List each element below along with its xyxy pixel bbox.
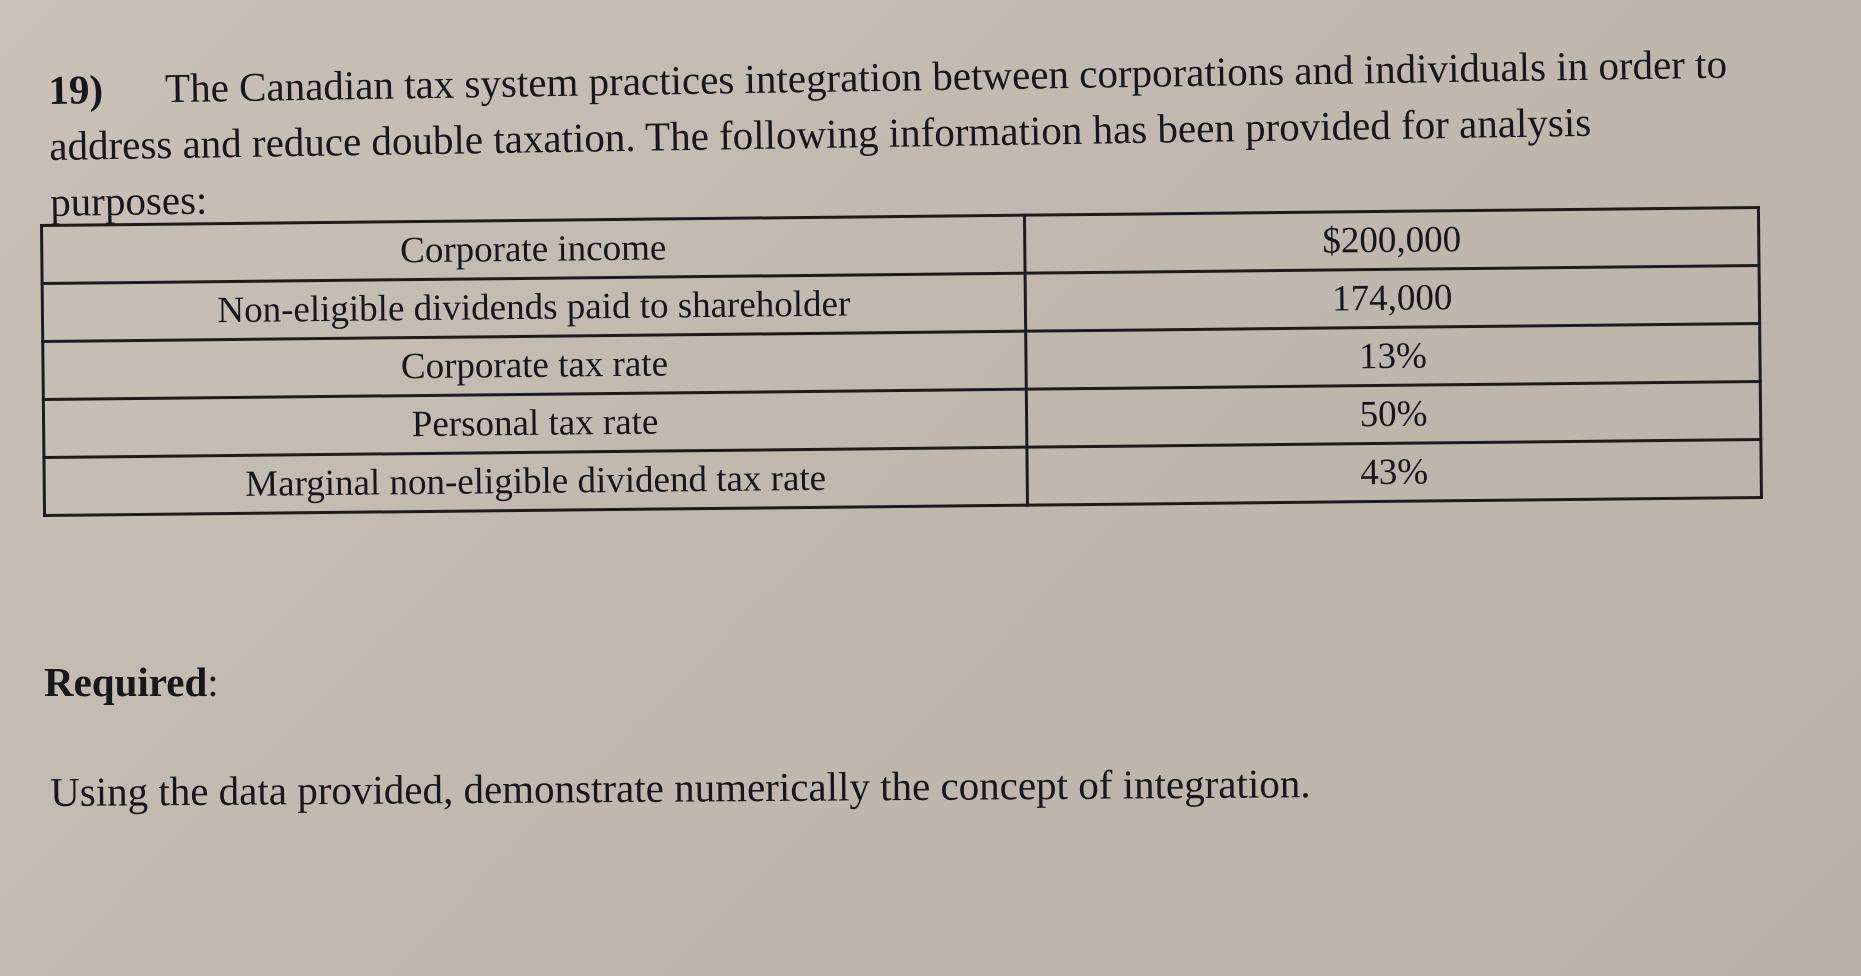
instruction-text: Using the data provided, demonstrate numerically the concept of integration.: [50, 760, 1311, 815]
question-number: 19): [48, 66, 104, 113]
row-label: Personal tax rate: [43, 389, 1026, 457]
question-intro: [48, 35, 1750, 230]
row-label: Corporate income: [42, 215, 1025, 283]
question-text: The Canadian tax system practices integration between corporations and individuals in order to address and reduce double taxation. The following information has been provided for analysis purposes:: [48, 40, 1728, 225]
required-heading: [44, 658, 219, 706]
row-value: 174,000: [1025, 266, 1760, 332]
row-value: 13%: [1026, 323, 1761, 389]
required-label: Required: [44, 659, 208, 705]
row-value: $200,000: [1024, 208, 1759, 274]
row-value: 50%: [1026, 381, 1761, 447]
row-label: Corporate tax rate: [43, 331, 1026, 399]
required-colon: :: [207, 659, 219, 705]
row-label: Non-eligible dividends paid to shareholder: [42, 273, 1025, 341]
row-label: Marginal non-eligible dividend tax rate: [44, 447, 1027, 515]
data-table: [40, 206, 1763, 517]
row-value: 43%: [1027, 439, 1762, 505]
